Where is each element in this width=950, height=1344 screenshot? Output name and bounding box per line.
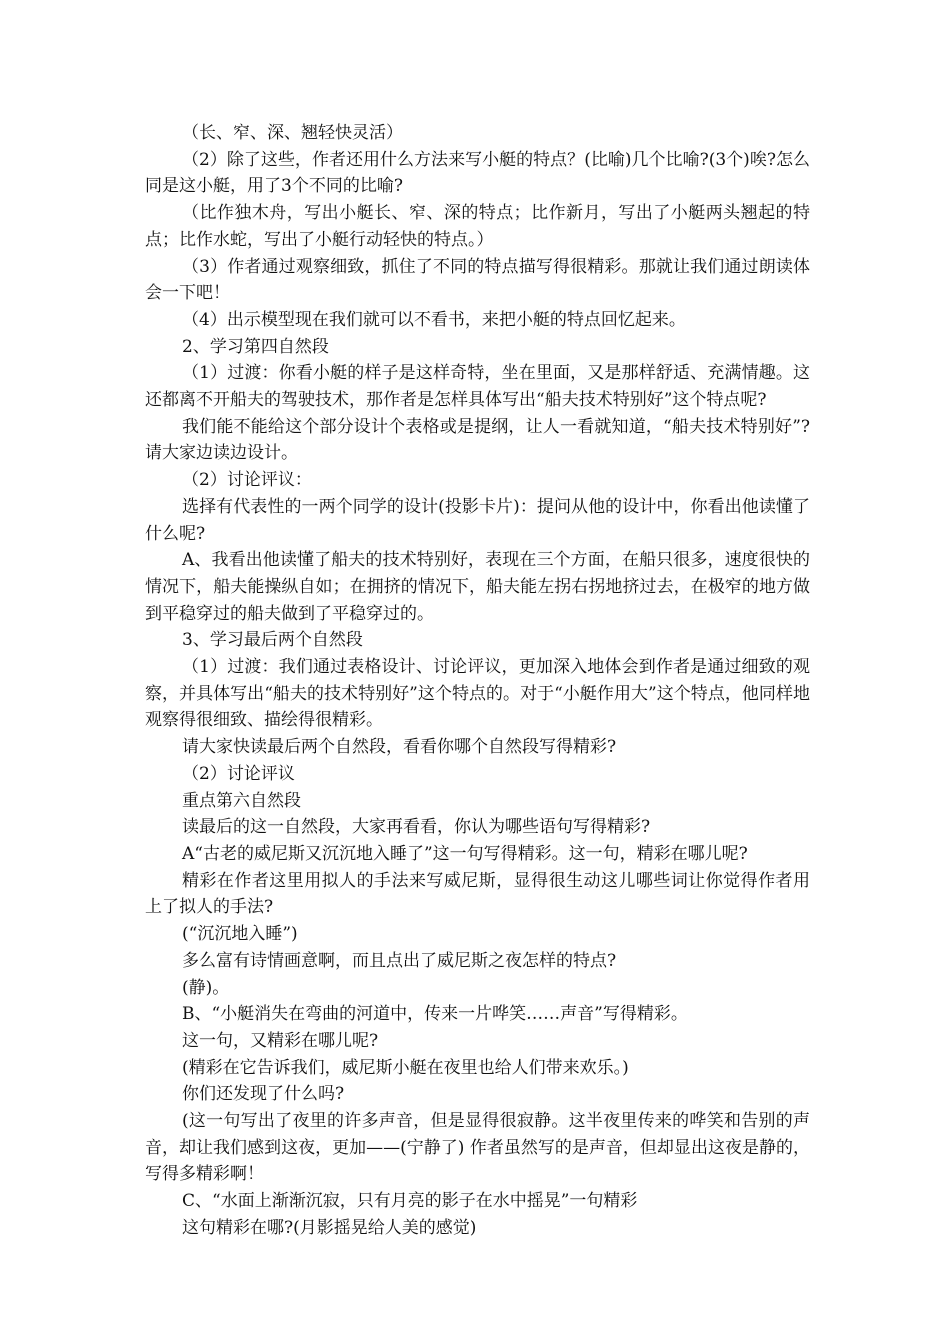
paragraph: (精彩在它告诉我们，威尼斯小艇在夜里也给人们带来欢乐。) [182,1057,629,1078]
paragraph: （比作独木舟，写出小艇长、窄、深的特点；比作新月，写出了小艇两头翘起的特点；比作水蛇，写出了小艇行动轻快的特点。） [145,203,810,250]
paragraph: A“古老的威尼斯又沉沉地入睡了”这一句写得精彩。这一句，精彩在哪儿呢? [182,843,748,864]
paragraph: 你们还发现了什么吗? [182,1084,345,1105]
paragraph: 精彩在作者这里用拟人的手法来写威尼斯，显得很生动这儿哪些词让你觉得作者用上了拟人的手法? [145,870,810,918]
paragraph: A、我看出他读懂了船夫的技术特别好，表现在三个方面，在船只很多，速度很快的情况下，船夫能操纵自如；在拥挤的情况下，船夫能左拐右拐地挤过去，在极窄的地方做到平稳穿过的船夫做到了平稳穿过的。 [145,550,810,624]
paragraph: (“沉沉地入睡”) [182,924,298,945]
paragraph: （1）过渡：我们通过表格设计、讨论评议，更加深入地体会到作者是通过细致的观察，并具体写出“船夫的技术特别好”这个特点的。对于“小艇作用大”这个特点，他同样地观察得很细致、描绘得很精彩。 [145,657,810,731]
section-heading: 3、学习最后两个自然段 [182,630,363,651]
paragraph: 重点第六自然段 [182,790,301,811]
paragraph: 我们能不能给这个部分设计个表格或是提纲，让人一看就知道，“船夫技术特别好”?请大家边读边设计。 [145,416,810,464]
paragraph: (这一句写出了夜里的许多声音，但是显得很寂静。这半夜里传来的哗笑和告别的声音，却让我们感到这夜，更加——(宁静了) 作者虽然写的是声音，但却显出这夜是静的，写得多精彩啊！ [145,1111,810,1185]
paragraph: B、“小艇消失在弯曲的河道中，传来一片哗笑……声音”写得精彩。 [182,1004,688,1025]
paragraph: 读最后的这一自然段，大家再看看，你认为哪些语句写得精彩? [182,817,651,838]
paragraph: （2）讨论评议 [182,763,295,784]
paragraph: C、“水面上渐渐沉寂，只有月亮的影子在水中摇晃”一句精彩 [182,1191,638,1212]
paragraph: 这句精彩在哪?(月影摇晃给人美的感觉) [182,1217,477,1238]
paragraph: （长、窄、深、翘轻快灵活） [182,123,403,143]
paragraph: （4）出示模型现在我们就可以不看书，来把小艇的特点回忆起来。 [182,309,686,330]
paragraph: （2）除了这些，作者还用什么方法来写小艇的特点？(比喻)几个比喻?(3个)唉?怎么同是这小艇，用了3个不同的比喻? [145,149,810,197]
section-heading: 2、学习第四自然段 [182,336,329,357]
paragraph: (静)。 [182,977,230,998]
paragraph: （1）过渡：你看小艇的样子是这样奇特，坐在里面，又是那样舒适、充满情趣。这还都离不开船夫的驾驶技术，那作者是怎样具体写出“船夫技术特别好”这个特点呢? [145,363,810,411]
paragraph: （3）作者通过观察细致，抓住了不同的特点描写得很精彩。那就让我们通过朗读体会一下吧！ [145,256,810,304]
document-body [145,120,810,1242]
paragraph: 这一句，又精彩在哪儿呢? [182,1030,379,1051]
paragraph: （2）讨论评议： [182,470,312,491]
paragraph: 选择有代表性的一两个同学的设计(投影卡片)：提问从他的设计中，你看出他读懂了什么呢? [145,496,810,544]
paragraph: 请大家快读最后两个自然段，看看你哪个自然段写得精彩? [182,737,617,758]
paragraph: 多么富有诗情画意啊，而且点出了威尼斯之夜怎样的特点? [182,950,617,971]
